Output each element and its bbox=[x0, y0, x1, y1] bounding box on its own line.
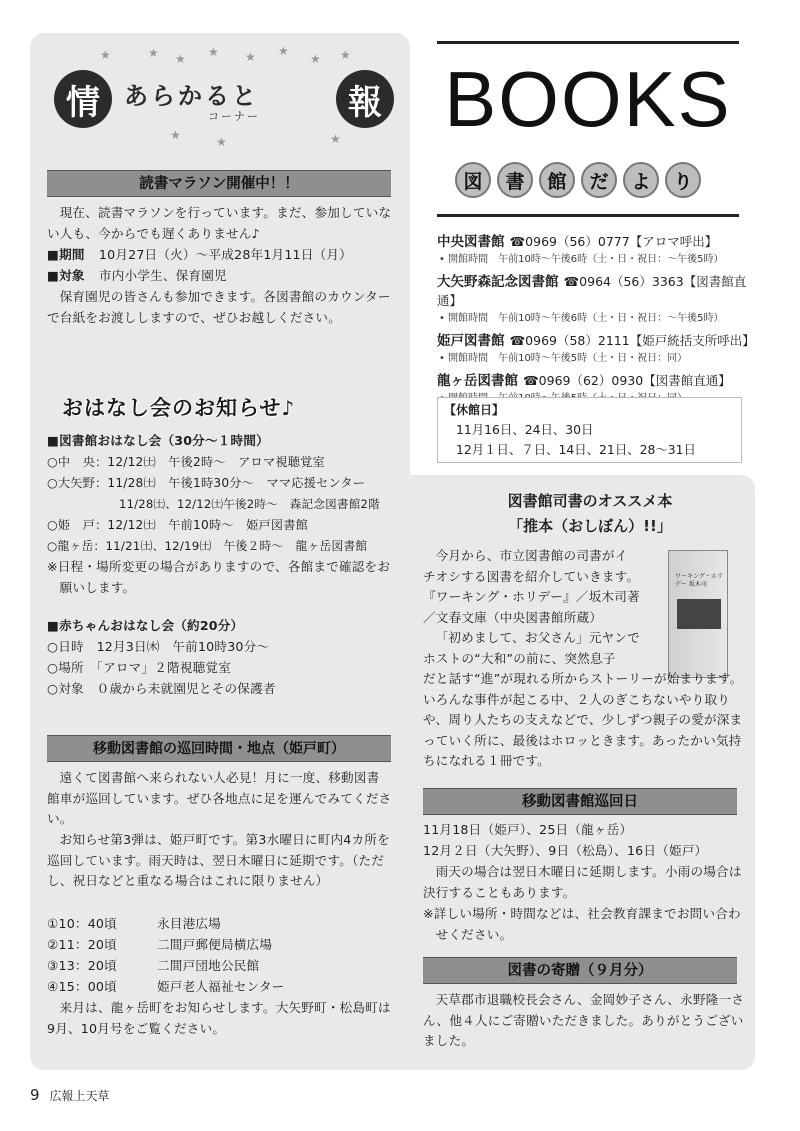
library-hours: • 開館時間 午前10時～午後6時（土・日・祝日：～午後5時） bbox=[439, 254, 724, 265]
marathon-body: 保育園児の皆さんも参加できます。各図書館のカウンターで台紙をお渡ししますので、ぜひお越しください。 bbox=[47, 289, 391, 325]
donation-title: 図書の寄贈（９月分） bbox=[423, 957, 737, 984]
recommend-line: 今月から、市立図書館の司書がイ bbox=[435, 548, 628, 563]
stop-place: 姫戸老人福祉センター bbox=[157, 979, 285, 994]
closed-days-box bbox=[437, 397, 742, 463]
page-footer bbox=[30, 1086, 110, 1104]
baby-row-2: ○場所 「アロマ」２階視聴覚室 bbox=[47, 660, 232, 675]
recommend-line: ホストの“大和”の前に、突然息子 bbox=[423, 650, 616, 666]
marathon-intro: 現在、読書マラソンを行っています。まだ、参加していない人も、今からでも遅くありません♪ bbox=[47, 205, 392, 241]
logo-sub-text: コーナー bbox=[208, 110, 260, 123]
ohanashi-row-3: 11/28㈯、12/12㈯午後2時～ 森記念図書館2階 bbox=[119, 497, 380, 511]
mobile-schedule-line-4: ※詳しい場所・時間などは、社会教育課までお問い合わせください。 bbox=[423, 906, 741, 942]
music-note-icon: ♪ bbox=[281, 396, 296, 420]
corner-logo: ★ ★ ★ ★ ★ ★ ★ ★ ★ ★ ★ 情 報 あらかると コーナー bbox=[40, 40, 400, 160]
library-list bbox=[437, 230, 757, 404]
books-sub-char: 図 bbox=[455, 162, 491, 198]
mobile-p1: 遠くて図書館へ来られない人必見！月に一度、移動図書館車が巡回しています。ぜひ各地点に足を運んでみてください。 bbox=[47, 770, 392, 826]
ohanashi-row-1: ○中 央：12/12㈯ 午後2時～ アロマ視聴覚室 bbox=[47, 455, 325, 469]
donation-body: 天草郡市退職校長会さん、金岡妙子さん、永野隆一さん、他４人にご寄贈いただきました。ありがとうございました。 bbox=[423, 992, 745, 1048]
mobile-schedule-title: 移動図書館巡回日 bbox=[423, 788, 737, 815]
mobile-stop-1 bbox=[47, 914, 392, 935]
mobile-p2: お知らせ第3弾は、姫戸町です。第3水曜日に町内4カ所を巡回しています。雨天時は、翌日木曜日に延期です。（ただし、祝日などと重なる場合はこれに限りません） bbox=[47, 832, 390, 888]
marathon-title: 読書マラソン開催中！！ bbox=[47, 170, 391, 197]
library-tel: ☎0969（56）0777【アロマ呼出】 bbox=[509, 234, 718, 249]
marathon-period-value: 10月27日（火）～平成28年1月11日（月） bbox=[98, 247, 352, 262]
baby-row-3: ○対象 ０歳から未就園児とその保護者 bbox=[47, 681, 276, 696]
library-item bbox=[437, 230, 757, 265]
recommend-line: 『ワーキング・ホリデー』／坂木司著 bbox=[423, 589, 640, 604]
marathon-period-label: ■期間 bbox=[47, 247, 85, 262]
marathon-target-label: ■対象 bbox=[47, 268, 85, 283]
library-name: 大矢野森記念図書館 bbox=[437, 274, 559, 290]
closed-label: 【休館日】 bbox=[444, 403, 505, 417]
mobile-library-title: 移動図書館の巡回時間・地点（姫戸町） bbox=[47, 735, 391, 762]
ohanashi-row-4: ○姫 戸：12/12㈯ 午前10時～ 姫戸図書館 bbox=[47, 518, 309, 532]
stop-place: 二間戸団地公民館 bbox=[157, 958, 260, 973]
book-cover-text: ワーキング・ホリデー 坂木司 bbox=[675, 573, 723, 588]
ohanashi-title bbox=[62, 392, 295, 422]
marathon-target-value: 市内小学生、保育園児 bbox=[98, 268, 227, 283]
stop-time: ④15：00頃 bbox=[47, 979, 117, 994]
mobile-stop-2 bbox=[47, 935, 392, 956]
library-item bbox=[437, 329, 757, 364]
mobile-p3: 来月は、龍ヶ岳町をお知らせします。大矢野町・松島町は9月、10月号をご覧ください。 bbox=[47, 1000, 391, 1036]
publication-name: 広報上天草 bbox=[49, 1089, 110, 1103]
library-tel: ☎0964（56）3363【図書館直通】 bbox=[437, 274, 747, 308]
library-name: 龍ヶ岳図書館 bbox=[437, 373, 518, 389]
library-name: 中央図書館 bbox=[437, 234, 505, 250]
library-item bbox=[437, 270, 757, 324]
recommend-title bbox=[430, 490, 750, 536]
books-sub-char: だ bbox=[581, 162, 617, 198]
library-tel: ☎0969（58）2111【姫戸統括支所呼出】 bbox=[509, 333, 755, 348]
mobile-schedule-line-2: 12月２日（大矢野）、9日（松島）、16日（姫戸） bbox=[423, 843, 708, 858]
books-header bbox=[437, 41, 739, 217]
baby-ohanashi-title: ■赤ちゃんおはなし会（約20分） bbox=[47, 618, 244, 633]
page-number: 9 bbox=[30, 1086, 40, 1104]
library-hours: • 開館時間 午前10時～午後6時（土・日・祝日：～午後5時） bbox=[439, 313, 724, 324]
mobile-schedule-line-3: 雨天の場合は翌日木曜日に延期します。小雨の場合は決行することもあります。 bbox=[423, 864, 742, 900]
recommend-body: だと話す“進”が現れる所からストーリーが始まります。いろんな事件が起こる中、２人のぎこちないやり取りや、周り人たちの支えなどで、少しずつ親子の愛が深まっていく所に、最後はホロッときます。あったかい気持ちになれる１冊です。 bbox=[423, 671, 743, 768]
logo-left-char: 情 bbox=[54, 70, 112, 128]
stop-time: ①10：40頃 bbox=[47, 916, 117, 931]
books-sub-char: よ bbox=[623, 162, 659, 198]
ohanashi-row-5: ○龍ヶ岳：11/21㈯、12/19㈯ 午後２時～ 龍ヶ岳図書館 bbox=[47, 539, 368, 553]
ohanashi-title-text: おはなし会のお知らせ bbox=[62, 396, 282, 420]
closed-dec: 12月１日、７日、14日、21日、28～31日 bbox=[456, 442, 696, 457]
books-subtitle bbox=[455, 162, 701, 198]
library-tel: ☎0969（62）0930【図書館直通】 bbox=[523, 373, 731, 388]
stop-time: ②11：20頃 bbox=[47, 937, 117, 952]
recommend-line: ／文春文庫（中央図書館所蔵） bbox=[423, 609, 603, 625]
stop-place: 永目港広場 bbox=[157, 916, 221, 931]
closed-nov: 11月16日、24日、30日 bbox=[456, 422, 594, 437]
stop-time: ③13：20頃 bbox=[47, 958, 117, 973]
books-sub-char: り bbox=[665, 162, 701, 198]
mobile-schedule-line-1: 11月18日（姫戸）、25日（龍ヶ岳） bbox=[423, 822, 633, 837]
ohanashi-note: ※日程・場所変更の場合がありますので、各館まで確認をお願いします。 bbox=[47, 559, 391, 595]
library-name: 姫戸図書館 bbox=[437, 333, 505, 349]
logo-middle-text: あらかると bbox=[124, 82, 259, 110]
stop-place: 二間戸郵便局横広場 bbox=[157, 937, 273, 952]
recommend-line: 「初めまして、お父さん」元ヤンで bbox=[435, 630, 640, 645]
books-title: BOOKS bbox=[444, 55, 732, 143]
books-sub-char: 館 bbox=[539, 162, 575, 198]
ohanashi-sub1-title: ■図書館おはなし会（30分～１時間） bbox=[47, 433, 269, 448]
mobile-stop-3 bbox=[47, 956, 392, 977]
baby-row-1: ○日時 12月3日㈭ 午前10時30分～ bbox=[47, 639, 270, 654]
book-cover-image bbox=[668, 550, 728, 678]
mobile-stop-4 bbox=[47, 977, 392, 998]
recommend-title-1: 図書館司書のオススメ本 bbox=[507, 492, 673, 510]
recommend-title-2: 「推本（おしぼん）!!」 bbox=[508, 517, 672, 535]
logo-right-char: 報 bbox=[336, 70, 394, 128]
recommend-line: チオシする図書を紹介していきます。 bbox=[423, 568, 640, 584]
library-hours: • 開館時間 午前10時～午後5時（土・日・祝日：同） bbox=[439, 353, 688, 364]
books-sub-char: 書 bbox=[497, 162, 533, 198]
ohanashi-row-2: ○大矢野：11/28㈯ 午後1時30分～ ママ応援センター bbox=[47, 476, 366, 490]
